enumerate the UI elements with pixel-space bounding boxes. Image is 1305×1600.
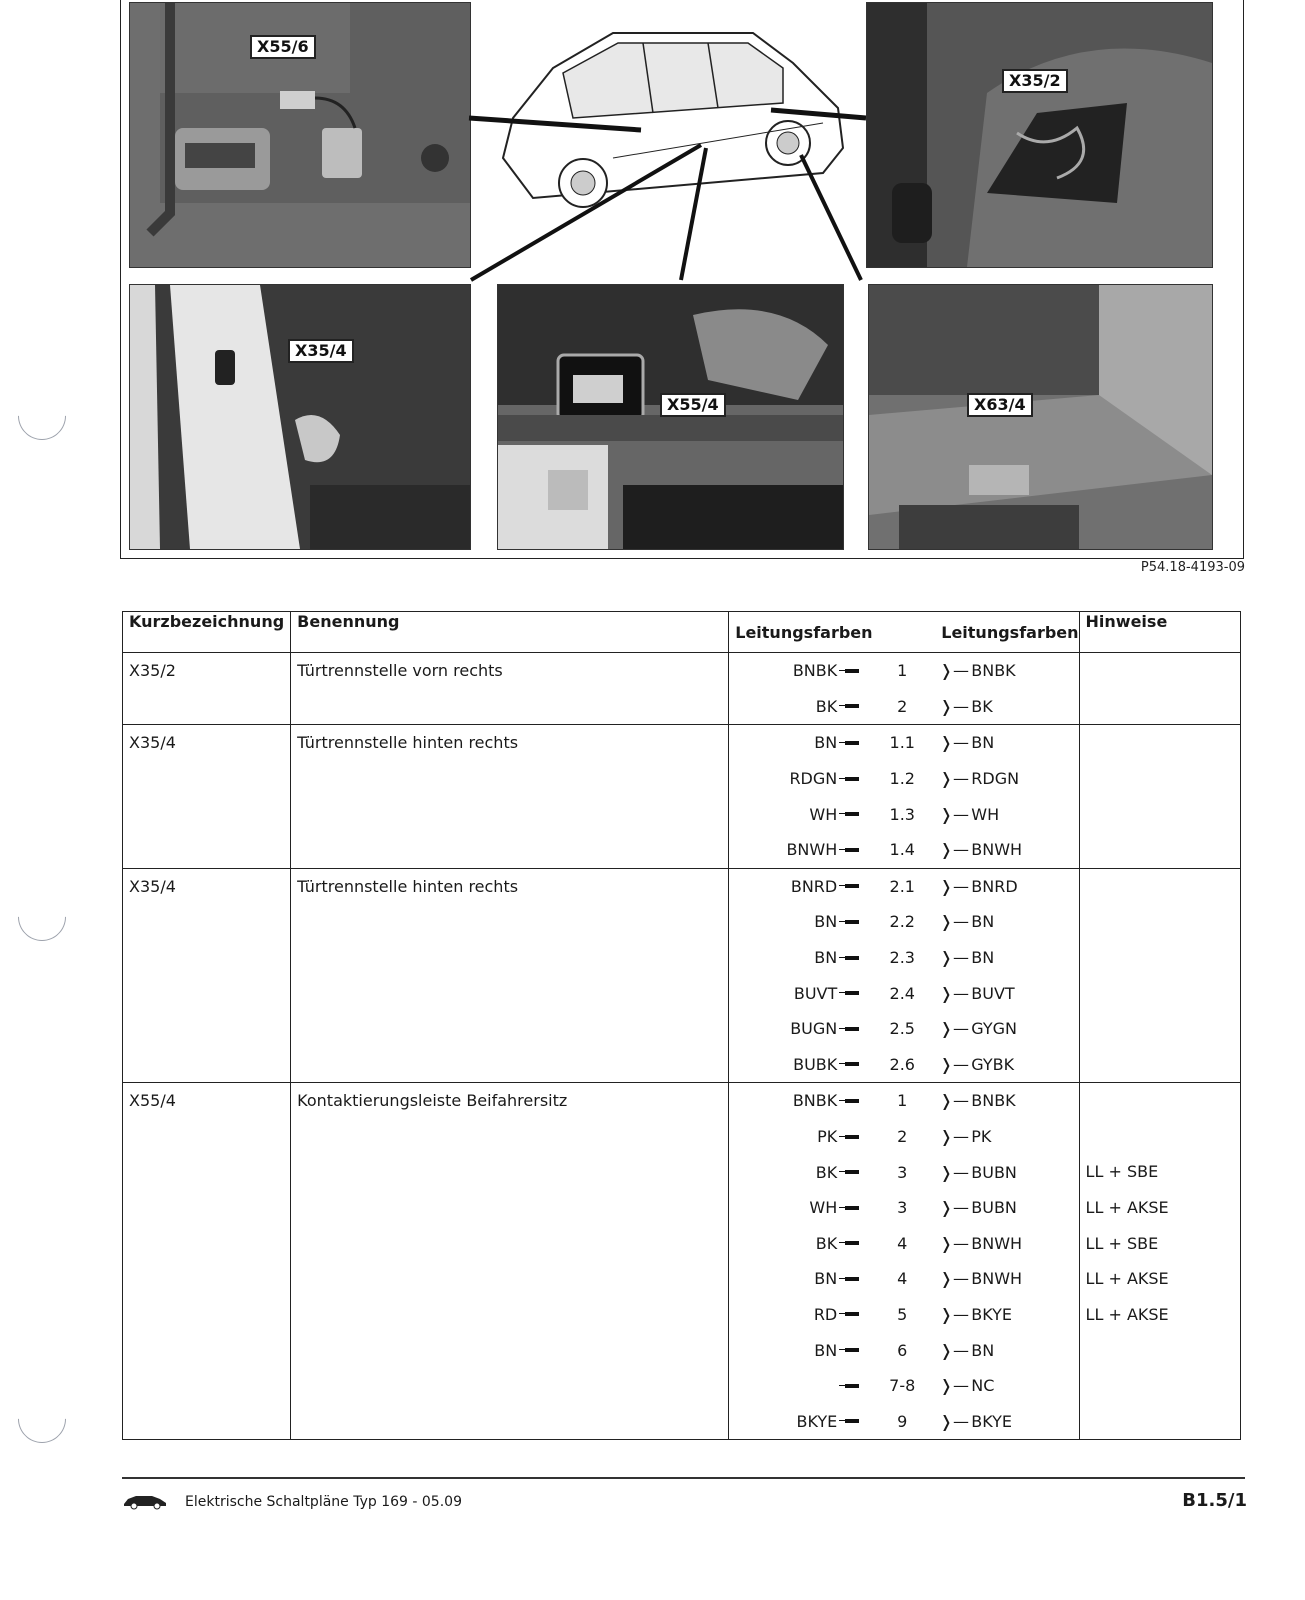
pin-number: 1 [897, 661, 908, 681]
pin-number: 2.6 [889, 1054, 915, 1074]
cell-short-designation: X35/4 [123, 725, 291, 868]
pin-row [729, 832, 1078, 868]
table-body [123, 653, 1241, 1440]
note-text [1080, 1119, 1240, 1155]
wire-color-right: BKYE [971, 1411, 1013, 1431]
punch-hole-bottom [8, 1385, 76, 1453]
note-text [1080, 1332, 1240, 1368]
note-text [1080, 761, 1240, 797]
note-text [1080, 1083, 1240, 1119]
pin-row [729, 689, 1078, 725]
callout-x35-4: X35/4 [288, 339, 354, 363]
pin-row [729, 975, 1078, 1011]
pin-row [729, 796, 1078, 832]
socket-icon: ❭— [939, 1304, 969, 1324]
pin-number: 1 [897, 1091, 908, 1111]
note-text [1080, 1047, 1240, 1083]
table-row [123, 653, 1241, 725]
socket-icon: ❭— [939, 1269, 969, 1289]
wire-color-right: PK [971, 1127, 992, 1147]
cell-designation-name: Türtrennstelle hinten rechts [291, 725, 729, 868]
footer-rule [122, 1477, 1245, 1479]
cell-pin-assignments [729, 725, 1079, 868]
pin-number: 5 [897, 1304, 908, 1324]
wire-color-right: BNWH [971, 1269, 1023, 1289]
wire-color-left: BK [815, 696, 838, 716]
plug-icon [837, 1027, 867, 1031]
connector-table [122, 611, 1241, 1440]
wire-color-left: RDGN [789, 769, 838, 789]
pin-number: 2.1 [889, 876, 915, 896]
note-text: LL + AKSE [1085, 1197, 1169, 1217]
pin-row [729, 1011, 1078, 1047]
table-row [123, 725, 1241, 868]
socket-icon: ❭— [939, 1411, 969, 1431]
pin-number: 2.4 [889, 983, 915, 1003]
cell-designation-name: Kontaktierungsleiste Beifahrersitz [291, 1083, 729, 1440]
socket-icon: ❭— [939, 1340, 969, 1360]
plug-icon [837, 1277, 867, 1281]
wire-color-left: BNRD [790, 876, 838, 896]
socket-icon: ❭— [939, 1019, 969, 1039]
wire-color-right: BNBK [971, 1091, 1016, 1111]
callout-x63-4: X63/4 [967, 393, 1033, 417]
wire-color-left: BUVT [793, 983, 838, 1003]
plug-icon [837, 884, 867, 888]
pin-row [729, 940, 1078, 976]
socket-icon: ❭— [939, 661, 969, 681]
socket-icon: ❭— [939, 1162, 969, 1182]
cell-notes [1079, 868, 1240, 1083]
wire-color-right: BNBK [971, 661, 1016, 681]
photo-x35-2 [866, 2, 1213, 268]
figure-id: P54.18-4193-09 [1140, 560, 1245, 575]
wire-color-right: BNWH [971, 1233, 1023, 1253]
plug-icon [837, 991, 867, 995]
note-text [1080, 904, 1240, 940]
wire-color-right: BK [971, 696, 993, 716]
plug-icon [837, 1099, 867, 1103]
wire-color-left: BK [815, 1162, 838, 1182]
footer-text: Elektrische Schaltpläne Typ 169 - 05.09 [185, 1494, 462, 1510]
cell-short-designation: X55/4 [123, 1083, 291, 1440]
plug-icon [837, 1241, 867, 1245]
wire-color-left: BN [814, 733, 838, 753]
wire-color-left: BNBK [792, 1091, 838, 1111]
wire-color-left: BKYE [796, 1411, 838, 1431]
wire-color-right: GYBK [971, 1054, 1015, 1074]
wire-color-right: BUVT [971, 983, 1015, 1003]
cell-notes [1079, 725, 1240, 868]
pin-row [729, 1226, 1078, 1262]
photo-x55-4-illustration [498, 285, 843, 549]
wire-color-right: BKYE [971, 1304, 1013, 1324]
socket-icon: ❭— [939, 1054, 969, 1074]
wire-color-left: BN [814, 1340, 838, 1360]
socket-icon: ❭— [939, 1376, 969, 1396]
socket-icon: ❭— [939, 1198, 969, 1218]
plug-icon [837, 1312, 867, 1316]
pin-number: 1.3 [889, 804, 915, 824]
socket-icon: ❭— [939, 733, 969, 753]
cell-designation-name: Türtrennstelle vorn rechts [291, 653, 729, 725]
cell-notes [1079, 1083, 1240, 1440]
pin-number: 1.2 [889, 769, 915, 789]
wire-color-right: BUBN [971, 1198, 1017, 1218]
note-text [1080, 653, 1240, 689]
wire-color-right: WH [971, 804, 1000, 824]
note-text [1080, 975, 1240, 1011]
pin-row [729, 1154, 1078, 1190]
pin-number: 7-8 [889, 1376, 916, 1396]
wire-color-left: BN [814, 948, 838, 968]
photo-x63-4-illustration [869, 285, 1212, 549]
plug-icon [837, 1170, 867, 1174]
plug-icon [837, 812, 867, 816]
pin-number: 4 [897, 1233, 908, 1253]
plug-icon [837, 777, 867, 781]
plug-icon [837, 1384, 867, 1388]
wire-color-left: BN [814, 912, 838, 932]
socket-icon: ❭— [939, 1127, 969, 1147]
car-logo-icon [122, 1490, 168, 1514]
photo-x55-4 [497, 284, 844, 550]
plug-icon [837, 1062, 867, 1066]
plug-icon [837, 1135, 867, 1139]
plug-icon [837, 1206, 867, 1210]
note-text [1080, 689, 1240, 725]
socket-icon: ❭— [939, 912, 969, 932]
wire-color-right: BN [971, 912, 995, 932]
pin-row [729, 1119, 1078, 1155]
pin-row [729, 1047, 1078, 1083]
plug-icon [837, 1419, 867, 1423]
pin-row [729, 904, 1078, 940]
note-text [1080, 940, 1240, 976]
punch-hole-middle [8, 883, 76, 951]
pin-number: 4 [897, 1269, 908, 1289]
socket-icon: ❭— [939, 983, 969, 1003]
note-text: LL + SBE [1085, 1162, 1159, 1182]
pin-row [729, 653, 1078, 689]
note-text [1080, 869, 1240, 905]
pin-row [729, 1332, 1078, 1368]
socket-icon: ❭— [939, 948, 969, 968]
cell-pin-assignments [729, 868, 1079, 1083]
cell-pin-assignments [729, 653, 1079, 725]
wire-color-left: BK [815, 1233, 838, 1253]
wire-color-right: RDGN [971, 769, 1020, 789]
callout-x55-4: X55/4 [660, 393, 726, 417]
pin-row [729, 1261, 1078, 1297]
pin-row [729, 1403, 1078, 1439]
pin-number: 3 [897, 1198, 908, 1218]
pin-row [729, 869, 1078, 905]
plug-icon [837, 704, 867, 708]
socket-icon: ❭— [939, 876, 969, 896]
note-text: LL + AKSE [1085, 1304, 1169, 1324]
table-row [123, 868, 1241, 1083]
header-colors-right: Leitungsfarben [941, 622, 1079, 642]
wire-color-right: BNRD [971, 876, 1018, 896]
header-colors-left: Leitungsfarben [735, 622, 873, 642]
cell-short-designation: X35/2 [123, 653, 291, 725]
photo-x35-4-illustration [130, 285, 470, 549]
pin-number: 1.4 [889, 840, 915, 860]
socket-icon: ❭— [939, 1091, 969, 1111]
table-row [123, 1083, 1241, 1440]
note-text [1080, 725, 1240, 761]
note-text [1080, 832, 1240, 868]
plug-icon [837, 1348, 867, 1352]
pin-number: 9 [897, 1411, 908, 1431]
plug-icon [837, 741, 867, 745]
plug-icon [837, 956, 867, 960]
page-number: B1.5/1 [1182, 1490, 1247, 1511]
note-text: LL + AKSE [1085, 1269, 1169, 1289]
photo-x63-4 [868, 284, 1213, 550]
header-name: Benennung [291, 612, 729, 653]
plug-icon [837, 669, 867, 673]
wire-color-left: BNBK [792, 661, 838, 681]
pin-number: 2.3 [889, 948, 915, 968]
note-text [1080, 1403, 1240, 1439]
pin-row [729, 761, 1078, 797]
plug-icon [837, 920, 867, 924]
wire-color-left: BN [814, 1269, 838, 1289]
wire-color-left: WH [809, 1198, 838, 1218]
note-text [1080, 1368, 1240, 1404]
wire-color-left: BUBK [793, 1054, 838, 1074]
wire-color-left: RD [813, 1304, 838, 1324]
pin-row [729, 1190, 1078, 1226]
pin-number: 1.1 [889, 733, 915, 753]
photo-x35-2-illustration [867, 3, 1212, 267]
pin-row [729, 725, 1078, 761]
note-text [1080, 796, 1240, 832]
header-notes: Hinweise [1079, 612, 1240, 653]
pin-number: 3 [897, 1162, 908, 1182]
header-short: Kurzbezeichnung [123, 612, 291, 653]
header-colors [729, 612, 1079, 653]
socket-icon: ❭— [939, 769, 969, 789]
callout-x35-2: X35/2 [1002, 69, 1068, 93]
pin-number: 2.5 [889, 1019, 915, 1039]
cell-designation-name: Türtrennstelle hinten rechts [291, 868, 729, 1083]
pin-number: 6 [897, 1340, 908, 1360]
plug-icon [837, 848, 867, 852]
location-figure [120, 0, 1244, 559]
wire-color-left: PK [817, 1127, 838, 1147]
wire-color-right: BN [971, 948, 995, 968]
punch-hole-top [8, 382, 76, 450]
wire-color-right: NC [971, 1376, 995, 1396]
wire-color-left: WH [809, 804, 838, 824]
pin-number: 2 [897, 1127, 908, 1147]
pin-number: 2 [897, 696, 908, 716]
cell-pin-assignments [729, 1083, 1079, 1440]
photo-x35-4 [129, 284, 471, 550]
socket-icon: ❭— [939, 804, 969, 824]
pin-number: 2.2 [889, 912, 915, 932]
wire-color-right: BUBN [971, 1162, 1017, 1182]
wire-color-right: BN [971, 733, 995, 753]
socket-icon: ❭— [939, 1233, 969, 1253]
pin-row [729, 1368, 1078, 1404]
pin-row [729, 1297, 1078, 1333]
callout-x55-6: X55/6 [250, 35, 316, 59]
socket-icon: ❭— [939, 840, 969, 860]
cell-notes [1079, 653, 1240, 725]
wire-color-left: BNWH [786, 840, 838, 860]
wire-color-right: BN [971, 1340, 995, 1360]
table-header-row [123, 612, 1241, 653]
note-text: LL + SBE [1085, 1233, 1159, 1253]
socket-icon: ❭— [939, 696, 969, 716]
wire-color-left: BUGN [790, 1019, 838, 1039]
cell-short-designation: X35/4 [123, 868, 291, 1083]
note-text [1080, 1011, 1240, 1047]
pin-row [729, 1083, 1078, 1119]
wire-color-right: GYGN [971, 1019, 1017, 1039]
wire-color-right: BNWH [971, 840, 1023, 860]
